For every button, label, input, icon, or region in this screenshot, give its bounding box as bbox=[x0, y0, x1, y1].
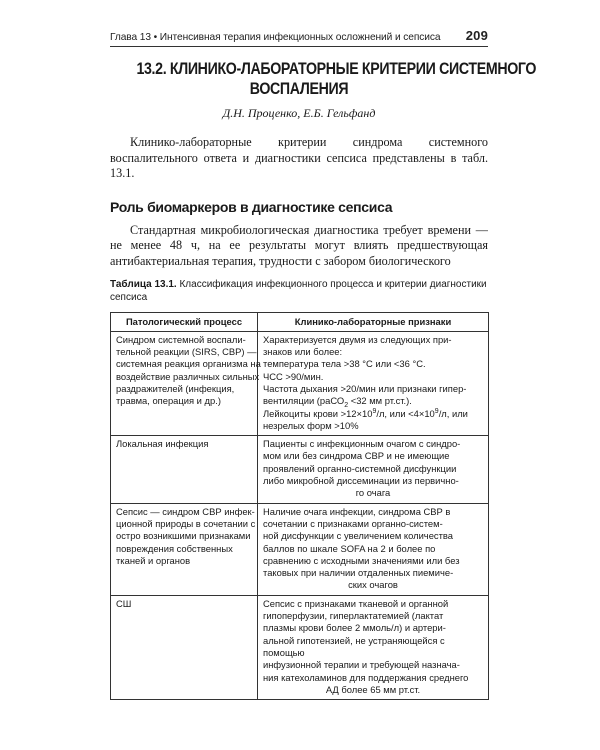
cell-line: Сепсис с признаками тканевой и органной bbox=[263, 597, 449, 609]
process-cell bbox=[111, 331, 261, 435]
table-caption-label: Таблица 13.1. bbox=[110, 278, 177, 290]
cell-line: либо микробной диссеминации из первично- bbox=[263, 475, 459, 487]
page-number: 209 bbox=[465, 28, 488, 43]
signs-cell bbox=[258, 595, 489, 699]
running-head bbox=[110, 28, 488, 47]
cell-line: баллов по шкале SOFA на 2 и более по bbox=[263, 542, 436, 554]
cell-line: тканей и органов bbox=[116, 554, 191, 566]
book-page bbox=[110, 28, 537, 700]
subsection-heading: Роль биомаркеров в диагностике сепсиса bbox=[110, 198, 393, 215]
table-row bbox=[111, 436, 489, 503]
criteria-table bbox=[110, 312, 489, 701]
cell-line: температура тела >38 °С или <36 °С. bbox=[263, 358, 426, 370]
cell-line: инфузионной терапии и требующей назнача- bbox=[263, 659, 460, 671]
cell-line: незрелых форм >10% bbox=[263, 419, 359, 431]
section-title-line-1: 13.2. КЛИНИКО-ЛАБОРАТОРНЫЕ КРИТЕРИИ СИСТЕМНОГО bbox=[136, 60, 537, 78]
cell-line: сочетании с признаками органно-систем- bbox=[263, 517, 443, 529]
authors: Д.Н. Проценко, Е.Б. Гельфанд bbox=[222, 106, 376, 120]
cell-line: АД более 65 мм рт.ст. bbox=[325, 683, 421, 695]
text-fragment: /л, или bbox=[438, 407, 468, 419]
cell-line: Пациенты с инфекционным очагом с синдро- bbox=[263, 438, 461, 450]
signs-cell bbox=[258, 436, 489, 503]
cell-line: СШ bbox=[116, 597, 132, 609]
cell-line: мом или без синдрома СВР и не имеющие bbox=[263, 450, 450, 462]
col-header-process: Патологический процесс bbox=[111, 312, 258, 331]
cell-line: Синдром системной воспали- bbox=[116, 333, 246, 345]
cell-line: плазмы крови более 2 ммоль/л) и артери- bbox=[263, 622, 446, 634]
cell-line: Наличие очага инфекции, синдрома СВР в bbox=[263, 505, 451, 517]
subscript: 2 bbox=[344, 402, 349, 410]
cell-line: Характеризуется двумя из следующих при- bbox=[263, 333, 452, 345]
signs-cell bbox=[258, 331, 489, 435]
cell-line: гипоперфузии, гиперлактатемией (лактат bbox=[263, 610, 444, 622]
cell-line: знаков или более: bbox=[263, 346, 343, 358]
subsection-paragraph: Стандартная микробиологическая диагностика требует времени — не менее 48 ч, на ее результаты могут влиять предшествующая антибактериальная терапия, трудности с забором биологического bbox=[110, 222, 488, 268]
cell-line bbox=[263, 395, 483, 410]
cell-line: остро возникшими признаками bbox=[116, 530, 251, 542]
section-title bbox=[136, 59, 537, 99]
table-caption-text: Классификация инфекционного процесса и критерии диагностики сепсиса bbox=[110, 278, 487, 303]
cell-line: ной дисфункции с увеличением количества bbox=[263, 530, 453, 542]
table-row bbox=[111, 595, 489, 699]
cell-line: травма, операция и др.) bbox=[116, 395, 221, 407]
cell-line: воздействие различных сильных bbox=[116, 370, 260, 382]
process-cell bbox=[111, 436, 258, 503]
text-fragment: Лейкоциты крови >12×10 bbox=[263, 407, 373, 419]
signs-cell bbox=[258, 503, 489, 595]
process-cell bbox=[111, 595, 258, 699]
table-caption bbox=[110, 278, 488, 304]
cell-line: Сепсис — синдром СВР инфек- bbox=[116, 505, 255, 517]
cell-line: ЧСС >90/мин. bbox=[263, 370, 324, 382]
superscript: 9 bbox=[372, 407, 377, 415]
text-fragment: /л, или <4×10 bbox=[376, 407, 435, 419]
cell-line: таковых при наличии отдаленных пиемиче- bbox=[263, 567, 454, 579]
cell-line: системная реакция организма на bbox=[116, 358, 261, 370]
cell-line: ционной природы в сочетании с bbox=[116, 517, 256, 529]
cell-line: тельной реакции (SIRS, СВР) — bbox=[116, 346, 257, 358]
table-header-row bbox=[111, 312, 489, 331]
table-row bbox=[111, 331, 489, 435]
cell-line: ских очагов bbox=[348, 579, 398, 591]
process-cell bbox=[111, 503, 258, 595]
chapter-head-text: Глава 13 • Интенсивная терапия инфекционных осложнений и сепсиса bbox=[110, 32, 441, 43]
cell-line: ния катехоламинов для поддержания среднего bbox=[263, 671, 469, 683]
table-row bbox=[111, 503, 489, 595]
section-title-line-2: ВОСПАЛЕНИЯ bbox=[249, 80, 349, 98]
cell-line: проявлений органно-системной дисфункции bbox=[263, 462, 457, 474]
cell-line: Частота дыхания >20/мин или признаки гипер- bbox=[263, 382, 467, 394]
text-fragment: <32 мм рт.ст.). bbox=[348, 395, 412, 407]
cell-line: Локальная инфекция bbox=[116, 438, 209, 450]
col-header-signs: Клинико-лабораторные признаки bbox=[258, 312, 489, 331]
cell-line: альной гипотензией, не устраняющейся с bbox=[263, 634, 445, 646]
cell-line: повреждения собственных bbox=[116, 542, 233, 554]
superscript: 9 bbox=[434, 407, 439, 415]
cell-line: раздражителей (инфекция, bbox=[116, 382, 235, 394]
intro-paragraph: Клинико-лабораторные критерии синдрома системного воспалительного ответа и диагностики сепсиса представлены в табл. 13.1. bbox=[110, 135, 488, 180]
cell-line: помощью bbox=[263, 646, 305, 658]
text-fragment: вентиляции (раСО bbox=[263, 395, 345, 407]
cell-line: сравнению с исходными значениями или без bbox=[263, 554, 460, 566]
cell-line bbox=[263, 408, 483, 420]
cell-line: го очага bbox=[355, 487, 391, 499]
